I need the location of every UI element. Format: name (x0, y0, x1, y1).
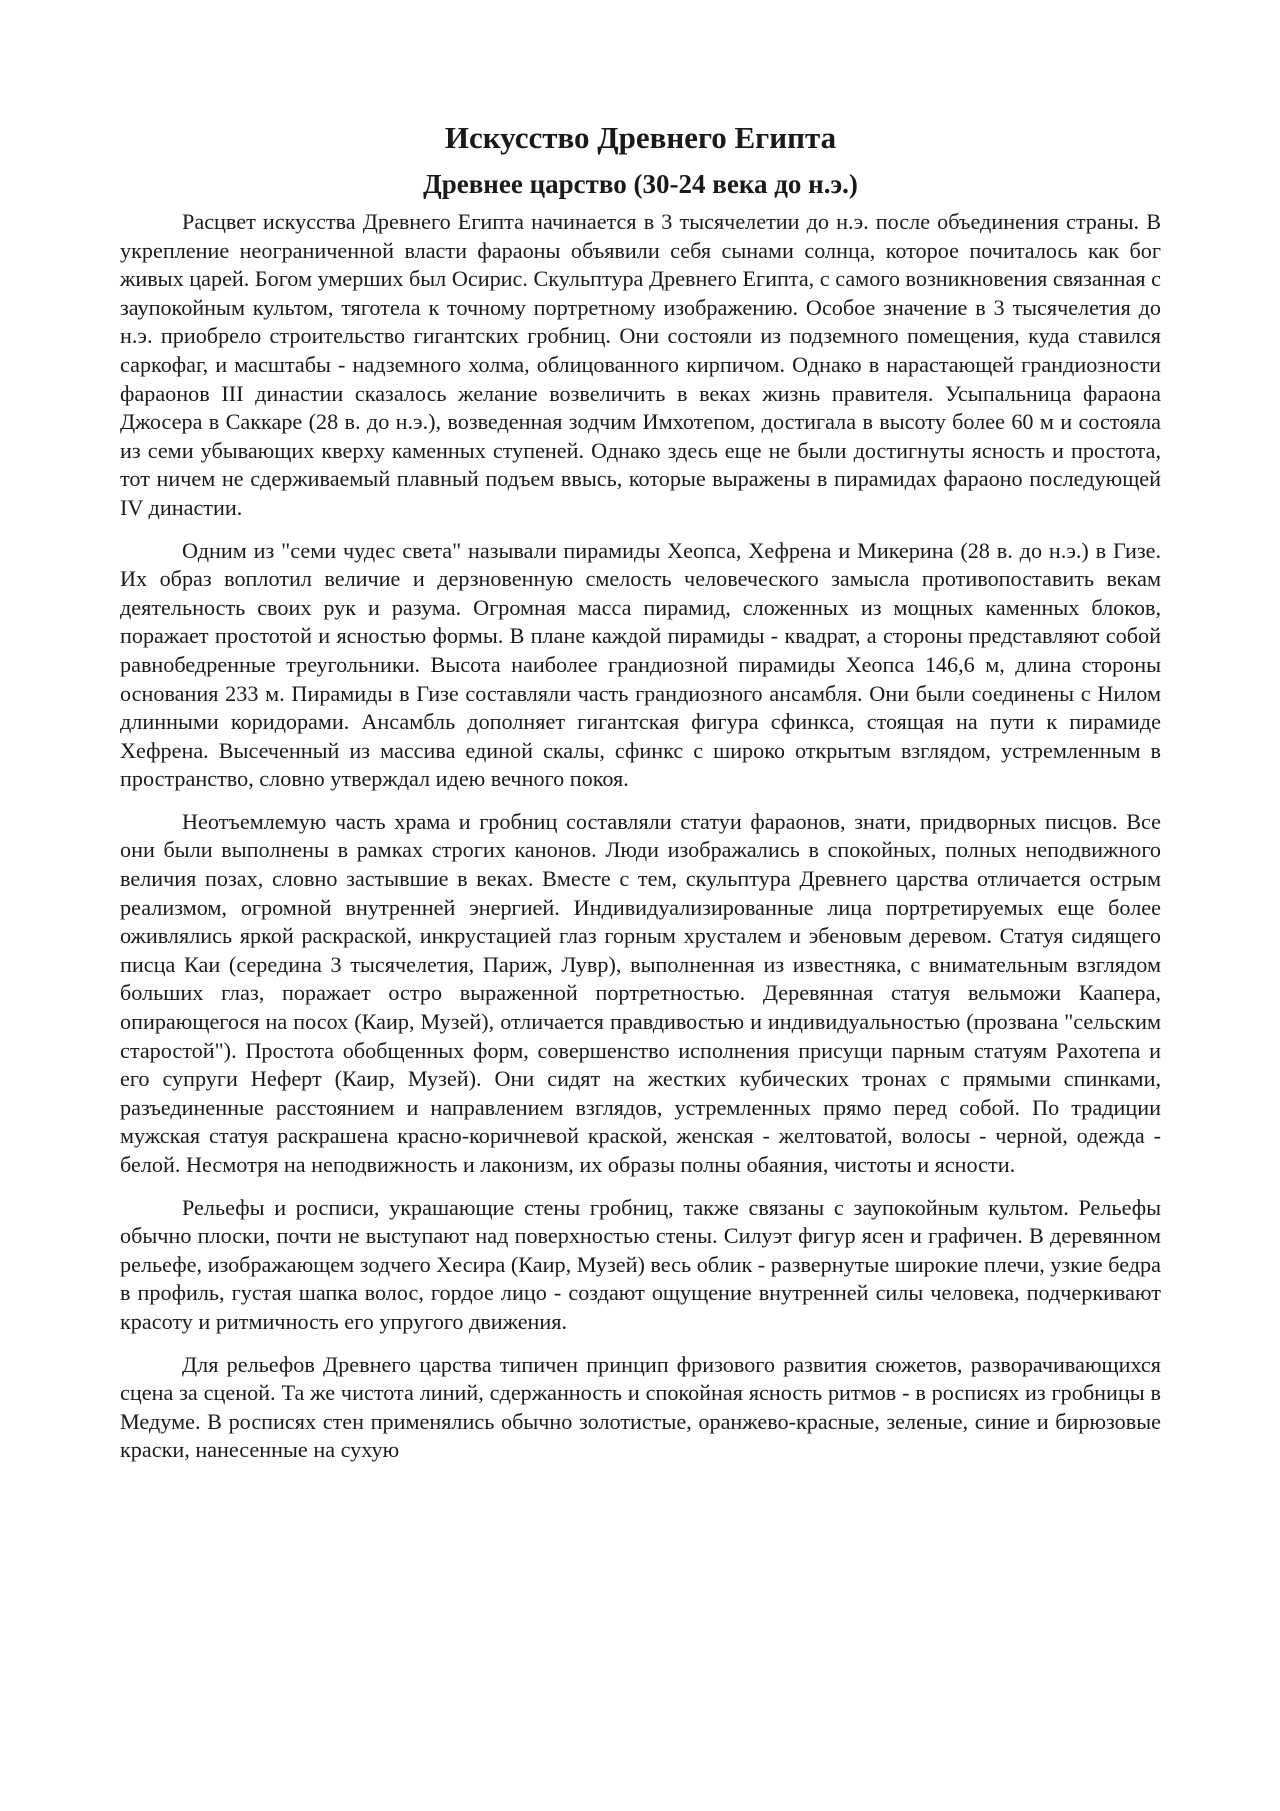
paragraph-4: Рельефы и росписи, украшающие стены гробниц, также связаны с заупокойным культом. Рельефы обычно плоски, почти не выступают над поверхностью стены. Силуэт фигур ясен и графичен. В деревянном рельефе, изображающем зодчего Хесира (Каир, Музей) весь облик - развернутые широкие плечи, узкие бедра в профиль, густая шапка волос, гордое лицо - создают ощущение внутренней силы человека, подчеркивают красоту и ритмичность его упругого движения. (120, 1194, 1161, 1334)
paragraph-3: Неотъемлемую часть храма и гробниц составляли статуи фараонов, знати, придворных писцов. Все они были выполнены в рамках строгих канонов. Люди изображались в спокойных, полных неподвижного величия позах, словно застывшие в веках. Вместе с тем, скульптура Древнего царства отличается острым реализмом, огромной внутренней энергией. Индивидуализированные лица портретируемых еще более оживлялись яркой раскраской, инкрустацией глаз горным хрусталем и эбеновым деревом. Статуя сидящего писца Каи (середина 3 тысячелетия, Париж, Лувр), выполненная из известняка, с внимательным взглядом больших глаз, поражает остро выраженной портретностью. Деревянная статуя вельможи Каапера, опирающегося на посох (Каир, Музей), отличается правдивостью и индивидуальностью (прозвана "сельским старостой"). Простота обобщенных форм, совершенство исполнения присущи парным статуям Рахотепа и его супруги Неферт (Каир, Музей). Они сидят на жестких кубических тронах с прямыми спинками, разъединенные расстоянием и направлением взглядов, устремленных прямо перед собой. По традиции мужская статуя раскрашена красно-коричневой краской, женская - желтоватой, волосы - черной, одежда - белой. Несмотря на неподвижность и лаконизм, их образы полны обаяния, чистоты и ясности. (120, 808, 1161, 1177)
document-page (120, 118, 1161, 1479)
document-title: Искусство Древнего Египта (444, 120, 837, 155)
document-subtitle: Древнее царство (30-24 века до н.э.) (423, 169, 858, 199)
paragraph-2: Одним из "семи чудес света" называли пирамиды Хеопса, Хефрена и Микерина (28 в. до н.э.) в Гизе. Их образ воплотил величие и дерзновенную смелость человеческого замысла противопоставить векам деятельность своих рук и разума. Огромная масса пирамид, сложенных из мощных каменных блоков, поражает простотой и ясностью формы. В плане каждой пирамиды - квадрат, а стороны представляют собой равнобедренные треугольники. Высота наиболее грандиозной пирамиды Хеопса 146,6 м, длина стороны основания 233 м. Пирамиды в Гизе составляли часть грандиозного ансамбля. Они были соединены с Нилом длинными коридорами. Ансамбль дополняет гигантская фигура сфинкса, стоящая на пути к пирамиде Хефрена. Высеченный из массива единой скалы, сфинкс с широко открытым взглядом, устремленным в пространство, словно утверждал идею вечного покоя. (120, 537, 1161, 792)
paragraph-5: Для рельефов Древнего царства типичен принцип фризового развития сюжетов, разворачивающихся сцена за сценой. Та же чистота линий, сдержанность и спокойная ясность ритмов - в росписях из гробницы в Медуме. В росписях стен применялись обычно золотистые, оранжево-красные, зеленые, синие и бирюзовые краски, нанесенные на сухую (120, 1351, 1161, 1463)
paragraph-1: Расцвет искусства Древнего Египта начинается в 3 тысячелетии до н.э. после объединения страны. В укрепление неограниченной власти фараоны объявили себя сынами солнца, которое почиталось как бог живых царей. Богом умерших был Осирис. Скульптура Древнего Египта, с самого возникновения связанная с заупокойным культом, тяготела к точному портретному изображению. Особое значение в 3 тысячелетия до н.э. приобрело строительство гигантских гробниц. Они состояли из подземного помещения, куда ставился саркофаг, и масштабы - надземного холма, облицованного кирпичом. Однако в нарастающей грандиозности фараонов III династии сказалось желание возвеличить в веках жизнь правителя. Усыпальница фараона Джосера в Саккаре (28 в. до н.э.), возведенная зодчим Имхотепом, достигала в высоту более 60 м и состояла из семи убывающих кверху каменных ступеней. Однако здесь еще не были достигнуты ясность и простота, тот ничем не сдерживаемый плавный подъем ввысь, которые выражены в пирамидах фараоно последующей IV династии. (120, 209, 1161, 520)
